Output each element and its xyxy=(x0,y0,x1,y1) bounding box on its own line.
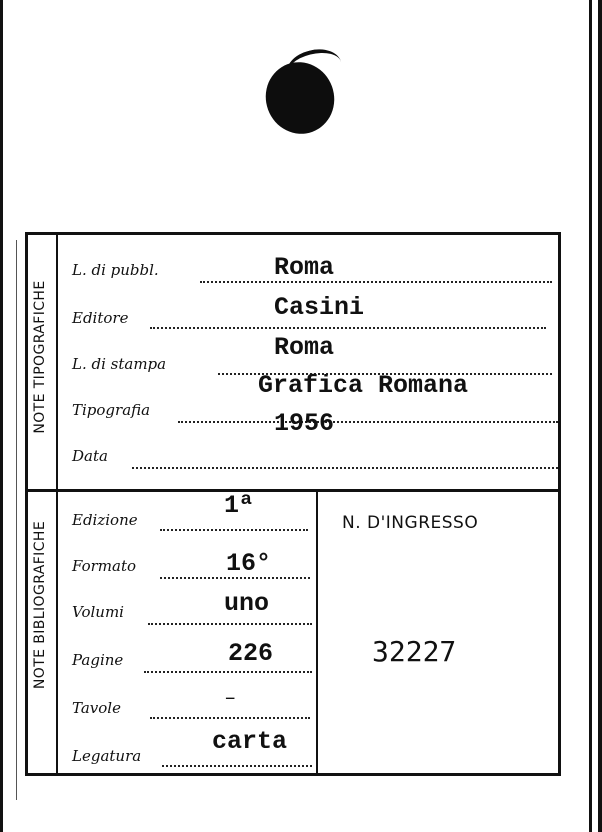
publisher-dots xyxy=(150,327,546,329)
right-edge-line-outer xyxy=(598,0,602,832)
publisher-label: Editore xyxy=(72,309,129,327)
catalog-card xyxy=(25,232,561,776)
left-edge-line xyxy=(0,0,3,832)
column-divider xyxy=(316,491,318,773)
bibliographic-notes-heading: NOTE BIBLIOGRAFICHE xyxy=(32,520,48,690)
card-inner-border xyxy=(56,235,58,773)
place-dots xyxy=(200,281,552,283)
publisher-value: Casini xyxy=(274,293,365,322)
pages-value: 226 xyxy=(228,639,274,668)
plates-label: Tavole xyxy=(72,699,121,717)
printer-value: Grafica Romana xyxy=(258,371,469,400)
edition-value: 1ª xyxy=(224,491,255,520)
format-label: Formato xyxy=(72,557,137,575)
volumes-value: uno xyxy=(224,589,270,618)
binding-label: Legatura xyxy=(72,747,142,765)
plates-value: — xyxy=(226,691,235,707)
place-label: L. di pubbl. xyxy=(72,261,159,279)
edition-dots xyxy=(160,529,308,531)
binding-dots xyxy=(162,765,312,767)
accession-label: N. D'INGRESSO xyxy=(342,513,479,533)
format-value: 16° xyxy=(226,549,272,578)
printer-dots xyxy=(178,421,558,423)
pages-dots xyxy=(144,671,312,673)
print-place-label: L. di stampa xyxy=(72,355,167,373)
volumes-dots xyxy=(148,623,312,625)
date-label: Data xyxy=(72,447,108,465)
print-place-value: Roma xyxy=(274,333,335,362)
pages-label: Pagine xyxy=(72,651,124,669)
place-value: Roma xyxy=(274,253,335,282)
accession-number: 32227 xyxy=(372,635,457,668)
date-value: 1956 xyxy=(274,409,335,438)
typographic-notes-heading: NOTE TIPOGRAFICHE xyxy=(32,280,48,434)
left-margin-mark xyxy=(16,240,17,800)
right-edge-line xyxy=(589,0,592,832)
printer-label: Tipografia xyxy=(72,401,151,419)
edition-label: Edizione xyxy=(72,511,138,529)
date-dots xyxy=(132,467,558,469)
volumes-label: Volumi xyxy=(72,603,124,621)
binding-value: carta xyxy=(212,727,288,756)
plates-dots xyxy=(150,717,310,719)
section-divider xyxy=(28,489,558,492)
format-dots xyxy=(160,577,310,579)
